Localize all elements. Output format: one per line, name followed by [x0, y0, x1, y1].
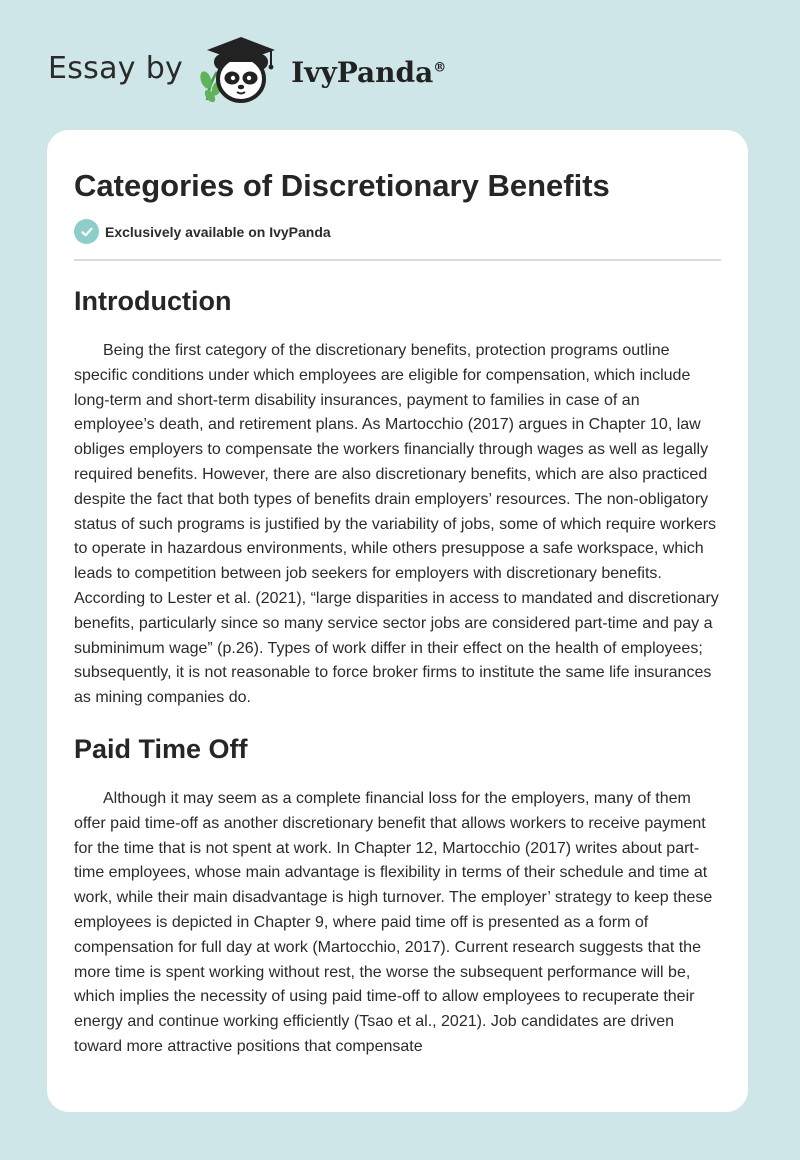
section-heading: Introduction — [74, 286, 232, 316]
section-introduction — [74, 283, 721, 711]
divider — [74, 259, 721, 261]
exclusive-badge — [74, 219, 721, 244]
section-paragraph: Being the first category of the discretionary benefits, protection programs outline specific conditions under which employees are eligible for compensation, which include long-term and short-term disability insurances, payment to families in case of an employee’s death, and retirement plans. As Martocchio (2017) argues in Chapter 10, law obliges employers to compensate the workers financially through wages as well as legally required benefits. However, there are also discretionary benefits, which are also practiced despite the fact that both types of benefits drain employers’ resources. The non-obligatory status of such programs is justified by the variability of jobs, some of which require workers to operate in hazardous environments, while others presuppose a safe workspace, which leads to competition between job seekers for employers with discretionary benefits. According to Lester et al. (2021), “large disparities in access to mandated and discretionary benefits, particularly since so many service sector jobs are considered part-time and pay a subminimum wage” (p.26). Types of work differ in their effect on the health of employees; subsequently, it is not reasonable to force broker firms to institute the same life insurances as mining companies do. — [74, 342, 719, 707]
trademark-symbol: ® — [433, 60, 447, 76]
page-title: Categories of Discretionary Benefits — [74, 168, 610, 203]
check-circle-icon — [74, 219, 99, 244]
essay-card — [47, 130, 748, 1112]
badge-text: Exclusively available on IvyPanda — [105, 223, 331, 240]
section-heading: Paid Time Off — [74, 733, 248, 764]
brand-prefix: Essay by — [48, 50, 184, 86]
section-paragraph: Although it may seem as a complete financial loss for the employers, many of them offer paid time-off as another discretionary benefit that allows workers to receive payment for the time that is not spent at work. In Chapter 12, Martocchio (2017) writes about part-time employees, whose main advantage is flexibility in terms of their schedule and time at work, while their main disadvantage is high turnover. The employer’ strategy to keep these employees is depicted in Chapter 9, where paid time off is presented as a form of compensation for full day at work (Martocchio, 2017). Current research suggests that the more time is spent working without rest, the worse the subsequent performance will be, which implies the necessity of using paid time-off to allow employees to recuperate their energy and continue working efficiently (Tsao et al., 2021). Job candidates are driven toward more attractive positions that compensate — [74, 789, 713, 1055]
section-paid-time-off — [74, 731, 721, 1060]
site-header — [48, 34, 446, 106]
panda-graduate-icon[interactable] — [197, 34, 287, 106]
brand-name[interactable]: IvyPanda® — [291, 55, 447, 89]
